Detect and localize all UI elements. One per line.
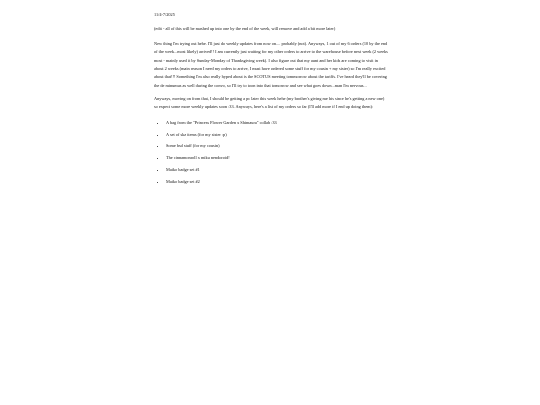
list-item: • The cinnamonroll x miku nendoroid!	[166, 152, 388, 164]
post-paragraph-2: Anyways, moving on from that, I should be getting a pc later this week hehe (my brother's giving me his since he's getting a new one) so expect some more weekly updates soon :33. Anyways, here's a list of my orders so far (I'll add more if I end up doing them):	[154, 96, 385, 110]
list-item: • Some bsd stuff (for my cousin)	[166, 140, 388, 152]
post-paragraph-1: New thing I'm trying out hehe. I'll just do weekly updates from now on.... probably (not). Anyways, 1 out of my 6 orders (10 by the end of the week...most likely) arrived!! I am currently just waiting for my other orders to arrive to the warehouse before next week (2 weeks most - mainly used it by Sunday-Monday of Thanksgiving week). I also figure out that my aunt and her kids are coming to visit in about 2 weeks (main reason I need my orders to arrive, I must have ordered some stuff for my cousin + my sister) so I'm really excited about that!!! Something I'm also really hyped about is the SCOTUS meeting tommorrow about the tariffs. I've heard they'll be covering the de minumus as well during the convo, so I'll try to toon into that tomorrow and see what goes down...man I'm nervous...	[154, 40, 388, 88]
post-date: 11/4-7/2025	[154, 12, 175, 17]
post-content	[154, 11, 388, 188]
list-item: • Maiko badge set #2	[166, 176, 388, 188]
list-item: • Maiko badge set #1	[166, 164, 388, 176]
list-item: • A set of skz items (for my sister :p)	[166, 129, 388, 141]
edit-note: (edit - all of this will be mashed up into one by the end of the week, will remove and add a bit more later)	[154, 26, 336, 32]
orders-list	[154, 117, 388, 188]
list-item: • A bag from the "Princess Flower Garden x Shimaura" collab :33	[166, 117, 388, 129]
